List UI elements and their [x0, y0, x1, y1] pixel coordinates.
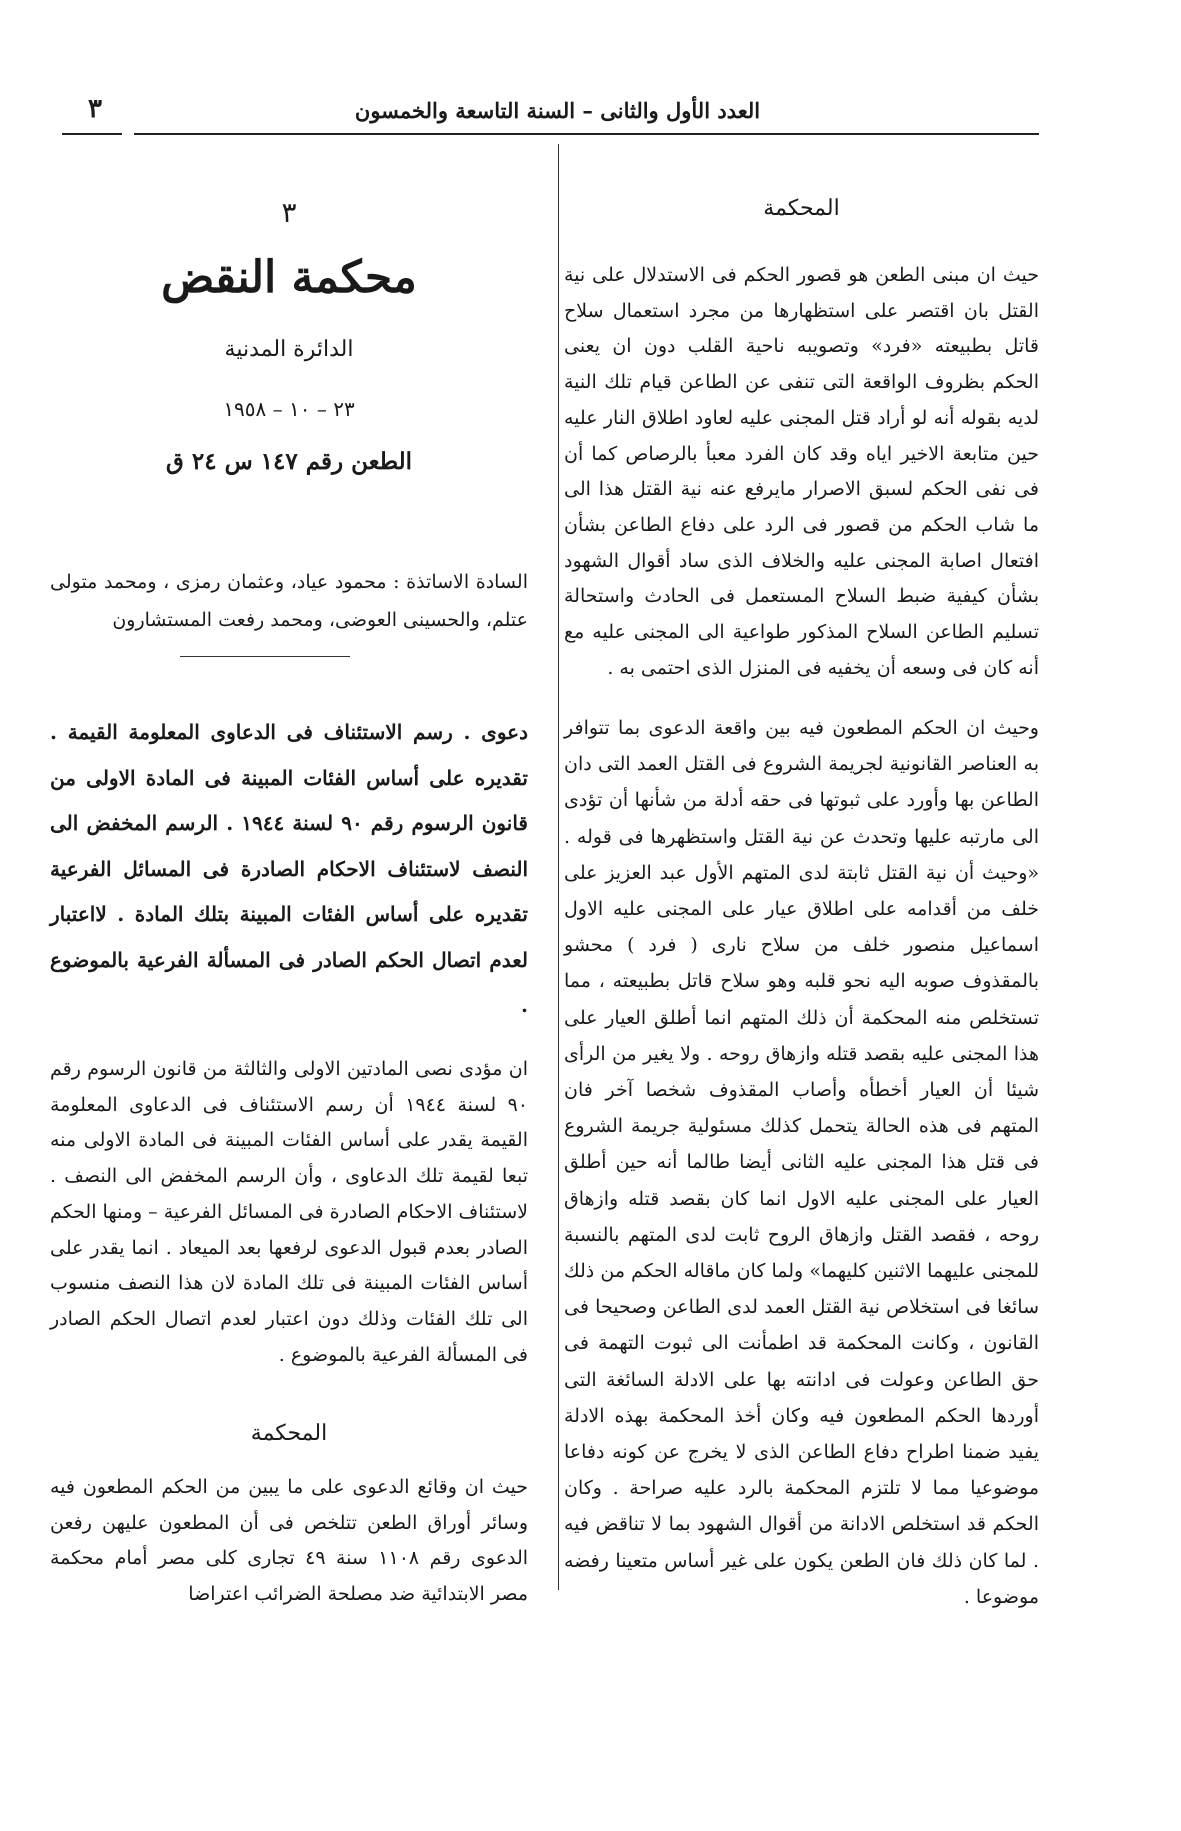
- section-heading-court-left: المحكمة: [250, 1421, 328, 1446]
- case-number: ٣: [281, 196, 297, 229]
- column-divider: [558, 144, 559, 1590]
- judges-block: [50, 563, 528, 639]
- facts-block: [50, 1470, 528, 1613]
- legal-principle: ان مؤدى نصى المادتين الاولى والثالثة من قانون الرسوم رقم ٩٠ لسنة ١٩٤٤ أن رسم الاستئناف فى الدعاوى المعلومة القيمة يقدر على أساس الفئات المبينة فى المادة الاولى منه تبعا لقيمة تلك الدعاوى ، وأن الرسم المخفض الى النصف . لاستئناف الاحكام الصادرة فى المسائل الفرعية – ومنها الحكم الصادر بعدم قبول الدعوى لرفعها بعد الميعاد . انما يقدر على أساس الفئات المبينة فى تلك المادة لان هذا النصف منسوب الى تلك الفئات وذلك دون اعتبار لعدم اتصال الحكم الصادر فى المسألة الفرعية بالموضوع .: [50, 1058, 528, 1366]
- paragraph-appeal-grounds: حيث ان مبنى الطعن هو قصور الحكم فى الاستدلال على نية القتل بان اقتصر على استظهارها من مجرد استعمال سلاح قاتل بطبيعته «فرد» وتصويبه ناحية القلب دون ان يعنى الحكم بظروف الواقعة التى تنفى عن الطاعن قيام تلك النية لديه بقوله أنه لو أراد قتل المجنى عليه لعاود اطلاق النار عليه حين متابعة الاخير اياه وقد كان الفرد معبأ بالرصاص كما أن فى نفى الحكم لسبق الاصرار مايرفع عنه نية القتل هذا الى ما شاب الحكم من قصور فى الرد على دفاع الطاعن بشأن افتعال اصابة المجنى عليه والخلاف الذى ساد أقوال الشهود بشأن كيفية ضبط السلاح المستعمل فى الحادث واستحالة تسليم الطاعن السلاح المذكور طواعية الى المجنى عليه مع أنه كان فى وسعه أن يخفيه فى المنزل الذى احتمى به .: [564, 264, 1039, 679]
- right-column: [564, 196, 1039, 221]
- appeal-block: [50, 448, 528, 475]
- court-name: محكمة النقض: [161, 252, 417, 303]
- principle-block: [50, 1052, 528, 1373]
- appeal-number: الطعن رقم ١٤٧ س ٢٤ ق: [165, 448, 413, 475]
- left-column: [50, 196, 528, 229]
- decision-date: ٢٣ – ١٠ – ١٩٥٨: [223, 397, 355, 421]
- judges-list: السادة الاساتذة : محمود عياد، وعثمان رمزى ، ومحمد متولى عتلم، والحسينى العوضى، ومحمد رفعت المستشارون: [50, 571, 528, 631]
- section-heading-court: المحكمة: [763, 196, 840, 221]
- summary-block: [50, 690, 528, 1049]
- header-rule: [134, 133, 1039, 135]
- right-column-text-2: [564, 710, 1039, 1615]
- divider: [180, 656, 350, 657]
- legal-summary: دعوى . رسم الاستئناف فى الدعاوى المعلومة القيمة . تقديره على أساس الفئات المبينة فى المادة الاولى من قانون الرسوم رقم ٩٠ لسنة ١٩٤٤ . الرسم المخفض الى النصف لاستئناف الاحكام الصادرة فى المسائل الفرعية تقديره على أساس الفئات المبينة بتلك المادة . لااعتبار لعدم اتصال الحكم الصادر فى المسألة الفرعية بالموضوع .: [50, 720, 529, 1017]
- header-rule-short: [62, 133, 122, 135]
- paragraph-court-reasoning: وحيث ان الحكم المطعون فيه بين واقعة الدعوى بما تتوافر به العناصر القانونية لجريمة الشروع فى القتل العمد التى دان الطاعن بها وأورد على ثبوتها فى حقه أدلة من شأنها أن تؤدى الى مارتبه عليها وتحدث عن نية القتل واستظهرها فى قوله . «وحيث أن نية القتل ثابتة لدى المتهم الأول عبد العزيز على خلف من أقدامه على اطلاق عيار على المجنى عليه الاول اسماعيل منصور خلف من سلاح نارى ( فرد ) محشو بالمقذوف صوبه اليه نحو قلبه وهو سلاح قاتل بطبيعته ، مما تستخلص منه المحكمة أن ذلك المتهم انما أطلق العيار على هذا المجنى عليه بقصد قتله وازهاق روحه . ولا يغير من الرأى شيئا أن العيار أخطأه وأصاب المقذوف شخصا آخر فان المتهم فى هذه الحالة يتحمل كذلك مسئولية جريمة الشروع فى قتل هذا المجنى عليه الثانى أيضا طالما أنه حين أطلق العيار على المجنى عليه الاول انما كان بقصد قتله وازهاق روحه ، فقصد القتل وازهاق الروح ثابت لدى المتهم بالنسبة للمجنى عليهما الاثنين كليهما» ولما كان ماقاله الحكم من ذلك سائغا فى استخلاص نية القتل العمد لدى الطاعن وصحيحا فى القانون ، وكانت المحكمة قد اطمأنت الى ثبوت التهمة فى حق الطاعن وعولت فى ادانته بها على الادلة السائغة التى أوردها الحكم المطعون فيه وكان أخذ المحكمة بهذه الادلة يفيد ضمنا اطراح دفاع الطاعن الذى لا يخرج عن كونه دفاعا موضوعيا مما لا تلتزم المحكمة بالرد عليه صراحة . وكان الحكم قد استخلص الادانة من أقوال الشهود بما لا تناقض فيه . لما كان ذلك فان الطعن يكون على غير أساس متعينا رفضه موضوعا .: [564, 717, 1039, 1608]
- right-column-text: [564, 258, 1039, 686]
- page-number: ٣: [88, 94, 102, 124]
- court-heading-block: [50, 1421, 528, 1446]
- date-block: [50, 397, 528, 421]
- paragraph-case-facts: حيث ان وقائع الدعوى على ما يبين من الحكم المطعون فيه وسائر أوراق الطعن تتلخص فى أن المطعون عليهن رفعن الدعوى رقم ١١٠٨ سنة ٤٩ تجارى كلى مصر أمام محكمة مصر الابتدائية ضد مصلحة الضرائب اعتراضا: [50, 1476, 529, 1606]
- circuit-name: الدائرة المدنية: [224, 337, 354, 362]
- circuit-block: [50, 337, 528, 362]
- running-header: العدد الأول والثانى – السنة التاسعة والخمسون: [354, 98, 761, 123]
- court-title-block: [50, 252, 528, 303]
